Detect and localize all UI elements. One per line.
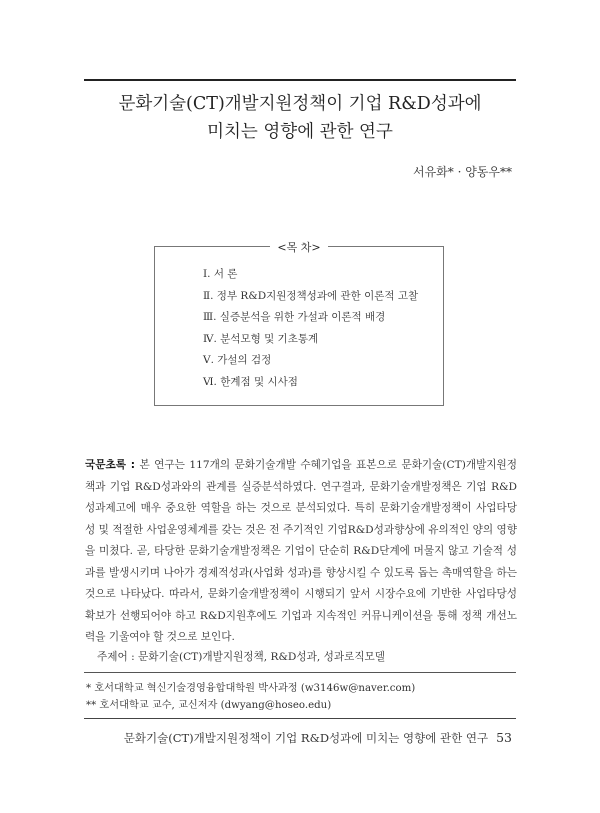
toc-item-4: Ⅳ. 분석모형 및 기초통계 bbox=[203, 332, 319, 345]
abstract bbox=[85, 455, 517, 649]
footnote-rule bbox=[84, 672, 516, 673]
bottom-rule bbox=[84, 718, 516, 719]
top-rule bbox=[84, 79, 516, 81]
toc-heading: <목 차> bbox=[155, 239, 443, 255]
footnote-2: ** 호서대학교 교수, 교신저자 (dwyang@hoseo.edu) bbox=[86, 700, 332, 711]
abstract-text: 본 연구는 117개의 문화기술개발 수혜기업을 표본으로 문화기술(CT)개발지원정책과 기업 R&D성과와의 관계를 실증분석하였다. 연구결과, 문화기술개발정책은 기업 R&D성과제고에 매우 중요한 역할을 하는 것으로 분석되었다. 특히 문화기술개발정책이 사업타당성 및 적절한 사업운영체계를 갖는 것은 전 주기적인 기업R&D성과향상에 유의적인 양의 영향을 미쳤다. 곧, 타당한 문화기술개발정책은 기업이 단순히 R&D단계에 머물지 않고 기술적 성과를 발생시키며 나아가 경제적성과(사업화 성과)를 향상시킬 수 있도록 돕는 촉매역할을 하는 것으로 나타났다. 따라서, 문화기술개발정책이 시행되기 앞서 시장수요에 기반한 사업타당성확보가 선행되어야 하고 R&D지원후에도 기업과 지속적인 커뮤니케이션을 통해 정책 개선노력을 기울여야 할 것으로 보인다. bbox=[85, 459, 518, 643]
page-number: 53 bbox=[496, 730, 512, 745]
footnote-1: * 호서대학교 혁신기술경영융합대학원 박사과정 (w3146w@naver.com) bbox=[86, 683, 416, 694]
toc-item-2: Ⅱ. 정부 R&D지원정책성과에 관한 이론적 고찰 bbox=[203, 289, 419, 302]
running-head-title: 문화기술(CT)개발지원정책이 기업 R&D성과에 미치는 영향에 관한 연구 bbox=[123, 731, 489, 745]
paper-title-line-2: 미치는 영향에 관한 연구 bbox=[207, 122, 393, 142]
authors: 서유화* · 양동우** bbox=[413, 165, 512, 179]
toc-list bbox=[203, 266, 418, 395]
running-head bbox=[124, 730, 512, 746]
table-of-contents-box bbox=[154, 241, 444, 406]
toc-item-6: Ⅵ. 한계점 및 시사점 bbox=[203, 375, 298, 388]
toc-item-5: Ⅴ. 가설의 검정 bbox=[203, 354, 272, 366]
toc-item-3: Ⅲ. 실증분석을 위한 가설과 이론적 배경 bbox=[203, 311, 386, 323]
toc-item-1: Ⅰ. 서 론 bbox=[203, 268, 238, 280]
abstract-label: 국문초록 : bbox=[85, 459, 135, 471]
keywords: 주제어 : 문화기술(CT)개발지원정책, R&D성과, 성과로직모델 bbox=[97, 651, 386, 663]
paper-title-line-1: 문화기술(CT)개발지원정책이 기업 R&D성과에 bbox=[118, 94, 482, 114]
